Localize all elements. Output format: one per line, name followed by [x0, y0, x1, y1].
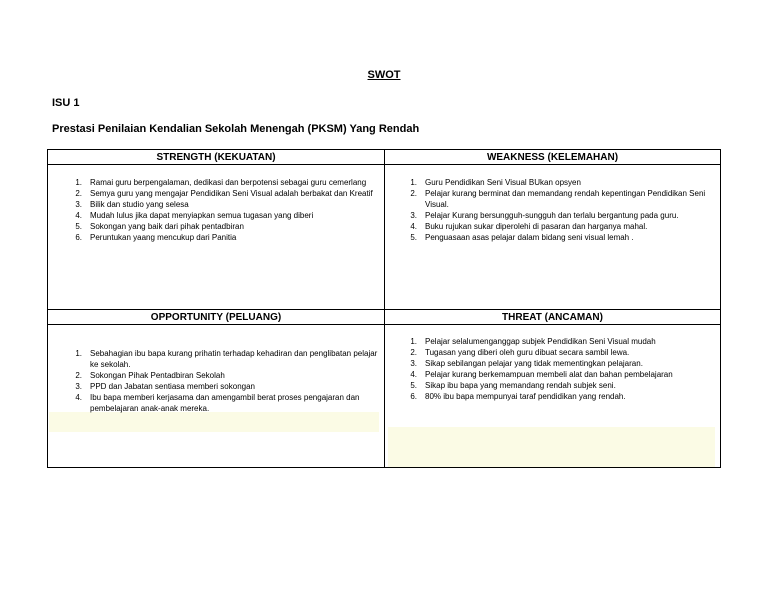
- item-text: Ramai guru berpengalaman, dedikasi dan berpotensi sebagai guru cemerlang: [90, 178, 367, 187]
- item-text: Sebahagian ibu bapa kurang prihatin terhadap kehadiran dan penglibatan pelajar ke sekolah.: [90, 349, 378, 369]
- item-number: 4.: [75, 393, 82, 402]
- list-item: [403, 347, 718, 358]
- row-divider: [48, 309, 720, 310]
- list-item: [403, 210, 718, 221]
- list-item: [403, 391, 718, 402]
- item-number: 2.: [75, 371, 82, 380]
- list-item: [403, 358, 718, 369]
- item-number: 1.: [75, 349, 82, 358]
- item-number: 5.: [410, 233, 417, 242]
- item-text: Bilik dan studio yang selesa: [90, 200, 189, 209]
- document-title: SWOT: [367, 69, 401, 81]
- swot-table: [47, 149, 721, 468]
- list-item: [68, 210, 378, 221]
- list-item: [68, 232, 378, 243]
- item-text: PPD dan Jabatan sentiasa memberi sokongan: [90, 382, 255, 391]
- item-number: 1.: [75, 178, 82, 187]
- item-number: 1.: [410, 178, 417, 187]
- item-number: 4.: [410, 370, 417, 379]
- issue-subtitle: Prestasi Penilaian Kendalian Sekolah Menengah (PKSM) Yang Rendah: [52, 123, 420, 135]
- item-text: Pelajar kurang berminat dan memandang rendah kepentingan Pendidikan Seni Visual.: [425, 189, 706, 209]
- item-text: 80% ibu bapa mempunyai taraf pendidikan yang rendah.: [425, 392, 626, 401]
- item-text: Sikap sebilangan pelajar yang tidak mementingkan pelajaran.: [425, 359, 643, 368]
- list-item: [68, 381, 378, 392]
- list-item: [403, 177, 718, 188]
- item-number: 5.: [410, 381, 417, 390]
- item-text: Penguasaan asas pelajar dalam bidang seni visual lemah .: [425, 233, 634, 242]
- opportunity-header-divider: [48, 324, 720, 325]
- item-number: 2.: [410, 189, 417, 198]
- strength-header-divider: [48, 164, 720, 165]
- list-item: [68, 177, 378, 188]
- list-item: [403, 369, 718, 380]
- item-number: 6.: [410, 392, 417, 401]
- opportunity-list: [68, 348, 378, 414]
- list-item: [68, 392, 378, 414]
- list-item: [68, 348, 378, 370]
- item-number: 3.: [75, 200, 82, 209]
- item-text: Pelajar selalumenganggap subjek Pendidikan Seni Visual mudah: [425, 337, 656, 346]
- item-text: Guru Pendidikan Seni Visual BUkan opsyen: [425, 178, 581, 187]
- list-item: [403, 221, 718, 232]
- item-number: 2.: [410, 348, 417, 357]
- list-item: [68, 199, 378, 210]
- threat-list: [403, 336, 718, 402]
- item-number: 4.: [410, 222, 417, 231]
- strength-list: [68, 177, 378, 243]
- list-item: [403, 188, 718, 210]
- list-item: [68, 370, 378, 381]
- item-text: Ibu bapa memberi kerjasama dan amengambil berat proses pengajaran dan pembelajaran anak-anak mereka.: [90, 393, 360, 413]
- item-number: 3.: [410, 359, 417, 368]
- item-number: 5.: [75, 222, 82, 231]
- weakness-header: WEAKNESS (KELEMAHAN): [486, 152, 619, 163]
- item-number: 4.: [75, 211, 82, 220]
- item-text: Peruntukan yaang mencukup dari Panitia: [90, 233, 237, 242]
- item-text: Buku rujukan sukar diperolehi di pasaran dan harganya mahal.: [425, 222, 648, 231]
- strength-header: STRENGTH (KEKUATAN): [156, 152, 276, 163]
- item-text: Sokongan Pihak Pentadbiran Sekolah: [90, 371, 225, 380]
- issue-label: ISU 1: [52, 97, 80, 109]
- item-text: Pelajar kurang berkemampuan membeli alat dan bahan pembelajaran: [425, 370, 673, 379]
- list-item: [403, 232, 718, 243]
- item-number: 1.: [410, 337, 417, 346]
- list-item: [68, 221, 378, 232]
- list-item: [403, 336, 718, 347]
- item-number: 2.: [75, 189, 82, 198]
- opportunity-highlight: [49, 412, 379, 432]
- item-number: 3.: [75, 382, 82, 391]
- list-item: [68, 188, 378, 199]
- item-text: Mudah lulus jika dapat menyiapkan semua tugasan yang diberi: [90, 211, 314, 220]
- item-number: 6.: [75, 233, 82, 242]
- item-text: Sokongan yang baik dari pihak pentadbiran: [90, 222, 244, 231]
- item-number: 3.: [410, 211, 417, 220]
- item-text: Semya guru yang mengajar Pendidikan Seni Visual adalah berbakat dan Kreatif: [90, 189, 373, 198]
- item-text: Pelajar Kurang bersungguh-sungguh dan terlalu bergantung pada guru.: [425, 211, 679, 220]
- list-item: [403, 380, 718, 391]
- item-text: Sikap ibu bapa yang memandang rendah subjek seni.: [425, 381, 616, 390]
- threat-header: THREAT (ANCAMAN): [502, 312, 603, 323]
- weakness-list: [403, 177, 718, 243]
- threat-highlight: [388, 427, 715, 467]
- opportunity-header: OPPORTUNITY (PELUANG): [150, 312, 282, 323]
- item-text: Tugasan yang diberi oleh guru dibuat secara sambil lewa.: [425, 348, 630, 357]
